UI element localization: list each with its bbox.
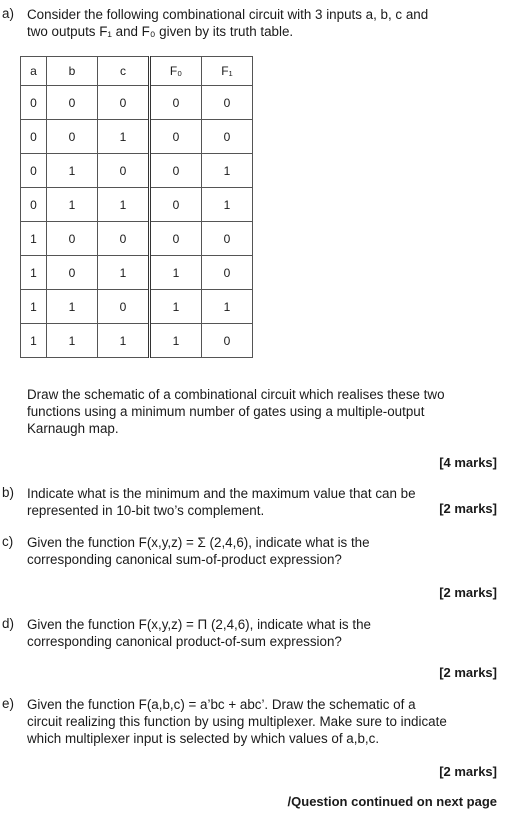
- cell-c: 0: [98, 290, 150, 324]
- cell-f1: 0: [202, 86, 253, 120]
- cell-f1: 0: [202, 256, 253, 290]
- table-header-row: [21, 57, 253, 86]
- cell-c: 1: [98, 324, 150, 358]
- cell-b: 1: [47, 154, 98, 188]
- cell-f1: 0: [202, 120, 253, 154]
- cell-b: 0: [47, 86, 98, 120]
- cell-a: 1: [21, 256, 47, 290]
- cell-c: 0: [98, 154, 150, 188]
- cell-f1: 1: [202, 290, 253, 324]
- cell-b: 0: [47, 222, 98, 256]
- table-row: [21, 290, 253, 324]
- part-c-label: c): [2, 534, 14, 549]
- cell-a: 1: [21, 324, 47, 358]
- header-c: c: [98, 57, 150, 86]
- cell-f1: 0: [202, 222, 253, 256]
- cell-f0: 0: [150, 222, 202, 256]
- cell-f0: 0: [150, 188, 202, 222]
- table-row: [21, 324, 253, 358]
- part-a-intro-line: Consider the following combinational circuit with 3 inputs a, b, c and: [27, 7, 429, 22]
- cell-f0: 1: [150, 290, 202, 324]
- cell-f0: 1: [150, 324, 202, 358]
- part-e-text: [27, 696, 447, 747]
- header-b: b: [47, 57, 98, 86]
- header-f0: F₀: [150, 57, 202, 86]
- table-row: [21, 154, 253, 188]
- cell-a: 0: [21, 154, 47, 188]
- part-a-intro-line: two outputs F₁ and F₀ given by its truth table.: [27, 24, 294, 39]
- cell-a: 0: [21, 120, 47, 154]
- part-e-line: which multiplexer input is selected by which values of a,b,c.: [27, 731, 380, 746]
- cell-a: 1: [21, 290, 47, 324]
- cell-c: 0: [98, 222, 150, 256]
- part-b-marks: [2 marks]: [439, 501, 497, 516]
- part-b-line: Indicate what is the minimum and the maximum value that can be: [27, 486, 416, 501]
- table-row: [21, 188, 253, 222]
- continued-note: /Question continued on next page: [287, 794, 497, 809]
- table-row: [21, 120, 253, 154]
- part-d-marks: [2 marks]: [439, 665, 497, 680]
- part-d-label: d): [2, 616, 14, 631]
- cell-f0: 0: [150, 120, 202, 154]
- cell-a: 1: [21, 222, 47, 256]
- header-f1: F₁: [202, 57, 253, 86]
- part-a-marks: [4 marks]: [439, 455, 497, 470]
- cell-f0: 1: [150, 256, 202, 290]
- cell-b: 0: [47, 120, 98, 154]
- part-a-instruction-line: Karnaugh map.: [27, 421, 119, 436]
- cell-b: 1: [47, 188, 98, 222]
- part-a-label: a): [2, 6, 14, 21]
- part-b-line: represented in 10-bit two’s complement.: [27, 503, 265, 518]
- part-b-label: b): [2, 485, 14, 500]
- part-a-instruction-line: Draw the schematic of a combinational circuit which realises these two: [27, 387, 445, 402]
- cell-b: 0: [47, 256, 98, 290]
- cell-f1: 1: [202, 188, 253, 222]
- part-a-instruction: [27, 386, 445, 437]
- table-row: [21, 222, 253, 256]
- table-row: [21, 86, 253, 120]
- part-e-label: e): [2, 696, 14, 711]
- cell-c: 1: [98, 120, 150, 154]
- cell-c: 0: [98, 86, 150, 120]
- cell-c: 1: [98, 188, 150, 222]
- part-b-text: [27, 485, 416, 519]
- part-d-line: Given the function F(x,y,z) = Π (2,4,6), indicate what is the: [27, 617, 371, 632]
- part-d-line: corresponding canonical product-of-sum expression?: [27, 634, 342, 649]
- cell-a: 0: [21, 188, 47, 222]
- part-c-text: [27, 534, 370, 568]
- part-a-instruction-line: functions using a minimum number of gates using a multiple-output: [27, 404, 425, 419]
- part-c-marks: [2 marks]: [439, 585, 497, 600]
- truth-table: [20, 56, 253, 358]
- cell-f0: 0: [150, 154, 202, 188]
- table-row: [21, 256, 253, 290]
- cell-f1: 1: [202, 154, 253, 188]
- part-e-line: circuit realizing this function by using multiplexer. Make sure to indicate: [27, 714, 447, 729]
- header-a: a: [21, 57, 47, 86]
- part-c-line: corresponding canonical sum-of-product expression?: [27, 552, 342, 567]
- part-d-text: [27, 616, 371, 650]
- part-a-intro: [27, 6, 428, 40]
- part-c-line: Given the function F(x,y,z) = Σ (2,4,6), indicate what is the: [27, 535, 370, 550]
- part-e-marks: [2 marks]: [439, 764, 497, 779]
- cell-f1: 0: [202, 324, 253, 358]
- cell-b: 1: [47, 290, 98, 324]
- part-e-line: Given the function F(a,b,c) = a’bc + abc’. Draw the schematic of a: [27, 697, 416, 712]
- cell-c: 1: [98, 256, 150, 290]
- cell-f0: 0: [150, 86, 202, 120]
- cell-a: 0: [21, 86, 47, 120]
- cell-b: 1: [47, 324, 98, 358]
